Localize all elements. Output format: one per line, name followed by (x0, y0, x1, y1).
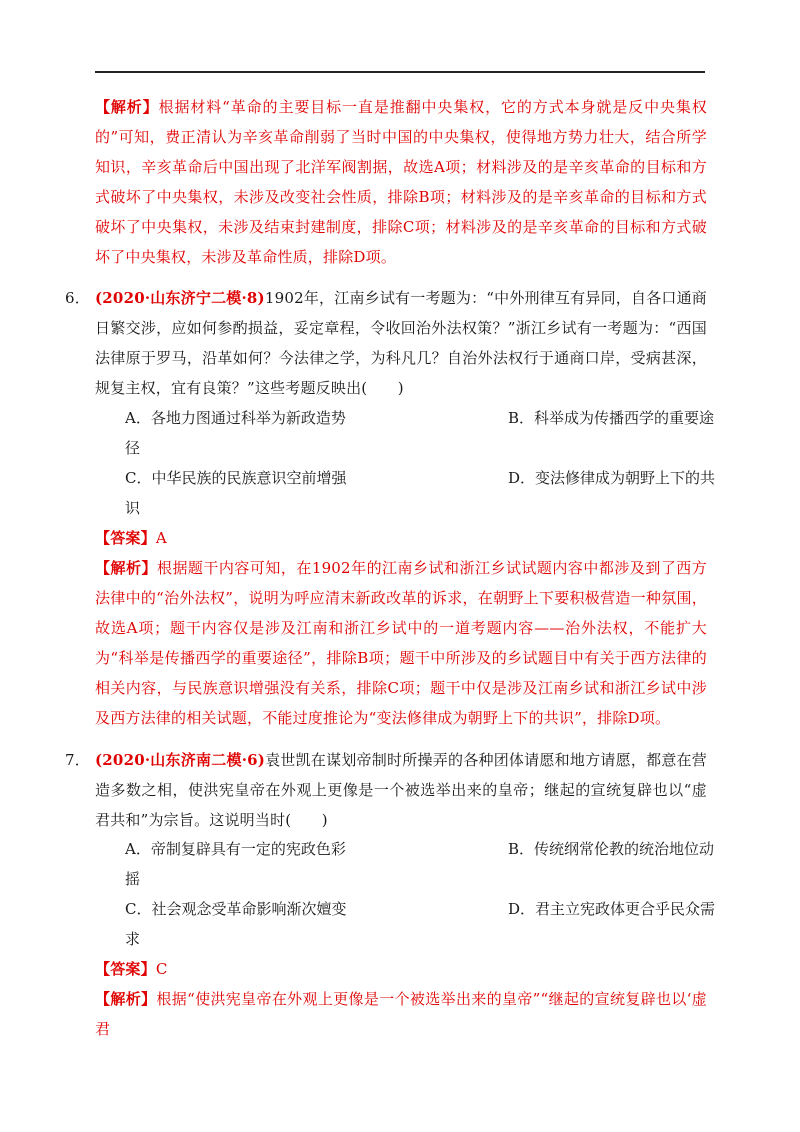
q6-option-d: D．变法修律成为朝野上下的共 (508, 469, 716, 487)
q7-option-b: B．传统纲常伦教的统治地位动 (508, 840, 715, 858)
q6-option-d-cont: 识 (125, 499, 141, 517)
analysis-text: 根据题干内容可知，在1902年的江南乡试和浙江乡试试题内容中都涉及到了西方法律中的“治外法权”，说明为呼应清末新政改革的诉求，在朝野上下要积极营造一种氛围，故选A项；题干内容仅是涉及江南和浙江乡试中的一道考题内容——治外法权，不能扩大为“科举是传播西学的重要途径”，排除B项；题干中所涉及的乡试题目中有关于西方法律的相关内容，与民族意识增强没有关系，排除C项；题干中仅是涉及江南乡试和浙江乡试中涉及西方法律的相关试题，不能过度推论为“变法修律成为朝野上下的共识”，排除D项。 (95, 559, 707, 727)
q7-analysis (95, 984, 707, 1044)
question-number: 6． (65, 289, 90, 307)
q6-option-b: B．科举成为传播西学的重要途 (508, 409, 715, 427)
answer-label: 【答案】 (95, 529, 156, 547)
analysis-text: 根据“使洪宪皇帝在外观上更像是一个被选举出来的皇帝”“继起的宣统复辟也以‘虚君 (95, 990, 707, 1038)
question-stem: 袁世凯在谋划帝制时所操弄的各种团体请愿和地方请愿，都意在营造多数之相，使洪宪皇帝在外观上更像是一个被选举出来的皇帝；继起的宣统复辟也以“虚君共和”为宗旨。这说明当时( ) (95, 751, 707, 829)
analysis-label: 【解析】 (95, 559, 157, 577)
q5-analysis (95, 92, 707, 272)
q7-option-d-cont: 求 (125, 930, 141, 948)
q7-stem (65, 745, 707, 835)
analysis-label: 【解析】 (95, 990, 157, 1008)
answer-value: C (155, 960, 168, 978)
q6-option-c: C．中华民族的民族意识空前增强 (125, 469, 347, 487)
q6-option-b-cont: 径 (125, 439, 141, 457)
header-rule (95, 71, 705, 73)
q6-option-a: A．各地力图通过科举为新政造势 (125, 409, 346, 427)
analysis-text: 根据材料“革命的主要目标一直是推翻中央集权，它的方式本身就是反中央集权的”可知，费正清认为辛亥革命削弱了当时中国的中央集权，使得地方势力壮大，结合所学知识，辛亥革命后中国出现了北洋军阀割据，故选A项；材料涉及的是辛亥革命的目标和方式破坏了中央集权，未涉及改变社会性质，排除B项；材料涉及的是辛亥革命的目标和方式破坏了中央集权，未涉及结束封建制度，排除C项；材料涉及的是辛亥革命的目标和方式破坏了中央集权，未涉及革命性质，排除D项。 (95, 98, 707, 266)
question-source: (2020·山东济南二模·6) (95, 751, 266, 769)
q7-option-d: D．君主立宪政体更合乎民众需 (508, 900, 716, 918)
q7-answer (95, 954, 707, 984)
q7-option-a: A．帝制复辟具有一定的宪政色彩 (125, 840, 346, 858)
question-number: 7． (65, 751, 90, 769)
answer-value: A (155, 529, 167, 547)
q7-option-c: C．社会观念受革命影响渐次嬗变 (125, 900, 347, 918)
analysis-label: 【解析】 (95, 98, 159, 116)
q6-stem (65, 283, 708, 403)
q6-analysis (95, 553, 707, 733)
question-source: (2020·山东济宁二模·8) (95, 289, 265, 307)
q6-answer (95, 523, 707, 553)
answer-label: 【答案】 (95, 960, 156, 978)
question-stem: 1902年，江南乡试有一考题为：“中外刑律互有异同，自各口通商日繁交涉，应如何参酌损益，妥定章程，令收回治外法权策？”浙江乡试有一考题为：“西国法律原于罗马，沿革如何？今法律之学，为科凡几？自治外法权行于通商口岸，受病甚深，规复主权，宜有良策？”这些考题反映出( ) (95, 289, 708, 397)
q7-option-b-cont: 摇 (125, 870, 141, 888)
